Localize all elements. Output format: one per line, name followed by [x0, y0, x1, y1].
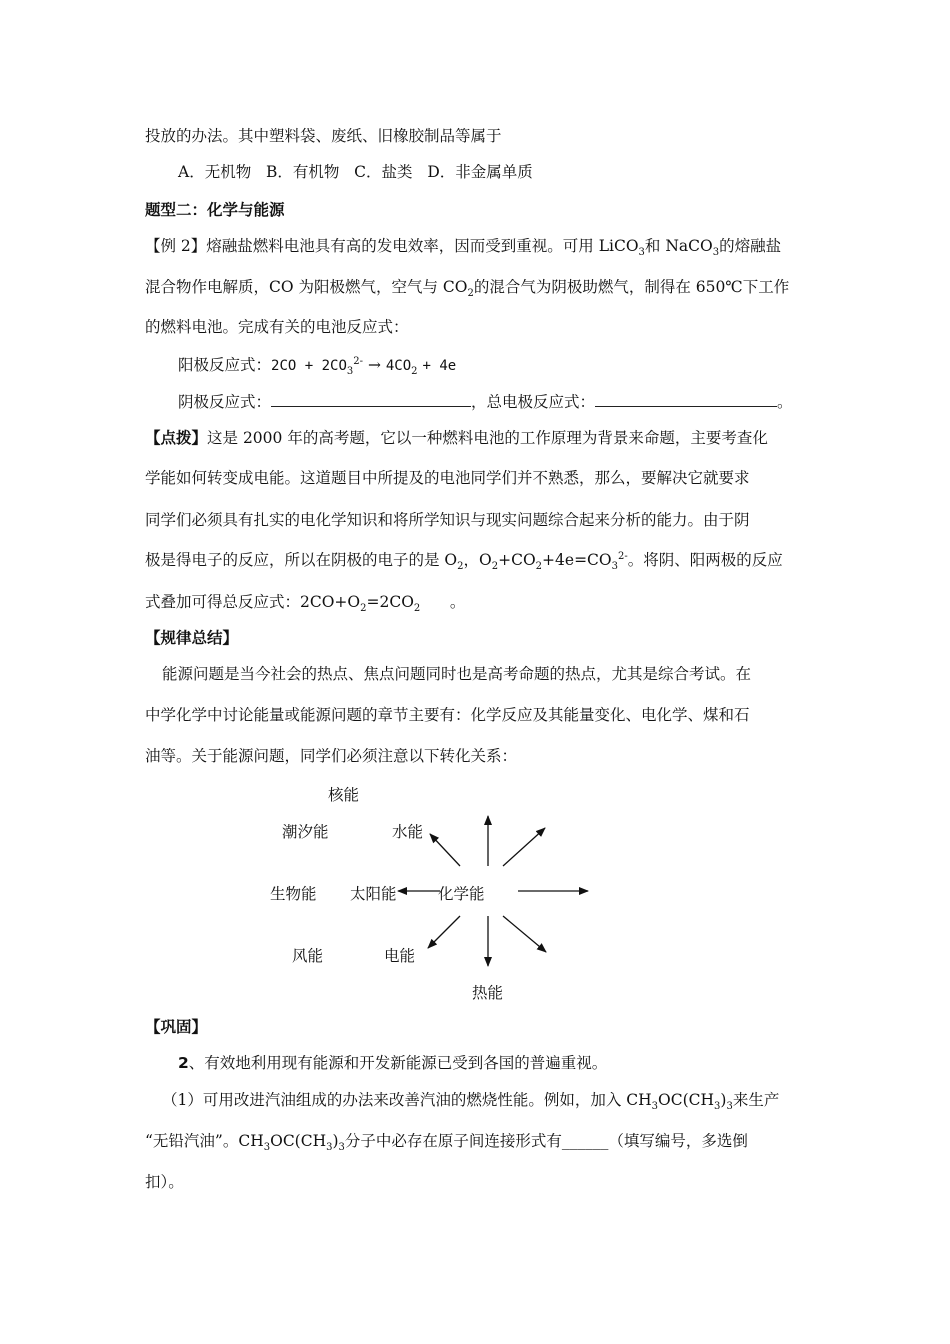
subscript: 3 — [714, 1101, 721, 1113]
question-2-part-3: 扣）。 — [145, 1173, 184, 1191]
node-wind: 风能 — [292, 947, 324, 965]
hint-line-2: 学能如何转变成电能。这道题目中所提及的电池同学们并不熟悉，那么，要解决它就要求 — [145, 469, 750, 487]
question-2 — [178, 1053, 607, 1073]
consolidate-title: 【巩固】 — [145, 1018, 208, 1036]
hint-text: =2CO — [366, 593, 414, 611]
example-line-3: 的燃料电池。完成有关的电池反应式： — [145, 318, 409, 336]
equation-part: 4CO — [385, 358, 412, 374]
hint-text: 。 — [449, 593, 466, 611]
section-title: 题型二：化学与能源 — [145, 201, 285, 219]
node-chemical: 化学能 — [438, 885, 485, 903]
node-tidal: 潮汐能 — [282, 823, 329, 841]
node-hydro: 水能 — [392, 823, 424, 841]
summary-line-1: 能源问题是当今社会的热点、焦点问题同时也是高考命题的热点，尤其是综合考试。在 — [162, 665, 752, 683]
question-text: （1）可用改进汽油组成的办法来改善汽油的燃烧性能。例如，加入 CH — [162, 1091, 652, 1109]
arrow-down-right — [503, 916, 546, 952]
summary-line-3: 油等。关于能源问题，同学们必须注意以下转化关系： — [145, 747, 518, 765]
example-text: 的混合气为阴极助燃气，制得在 650℃下工作 — [473, 278, 790, 296]
node-thermal: 热能 — [472, 984, 504, 1002]
option-a: A．无机物 — [178, 163, 252, 181]
cathode-label: 阴极反应式： — [178, 393, 272, 411]
node-solar: 太阳能 — [350, 885, 397, 903]
question-text: 、有效地利用现有能源和开发新能源已受到各国的普遍重视。 — [188, 1054, 608, 1072]
subscript: 3 — [638, 247, 645, 259]
period: 。 — [777, 393, 793, 411]
subscript: 2 — [491, 561, 499, 573]
anode-label: 阳极反应式： — [178, 356, 272, 374]
total-label: ，总电极反应式： — [471, 393, 596, 411]
subscript: 2 — [535, 561, 543, 573]
question-text: ) — [332, 1132, 339, 1150]
hint-text: +4e=CO — [542, 551, 612, 569]
subscript: 3 — [712, 247, 720, 259]
arrow-up-right — [503, 828, 545, 866]
summary-title: 【规律总结】 — [145, 629, 239, 647]
option-d: D．非金属单质 — [427, 163, 533, 181]
subscript: 2 — [411, 366, 418, 378]
hint-text: 这是 2000 年的高考题，它以一种燃料电池的工作原理为背景来命题，主要考查化 — [207, 429, 768, 447]
subscript: 3 — [263, 1142, 271, 1154]
example-text: 混合物作电解质，CO 为阳极燃气，空气与 CO — [145, 278, 468, 296]
subscript: 2 — [360, 603, 367, 615]
arrow-down-left — [428, 916, 460, 948]
subscript: 3 — [611, 561, 618, 573]
question-text: OC(CH — [658, 1091, 715, 1109]
subscript: 3 — [346, 366, 354, 378]
equation-part: + 4e — [422, 358, 457, 374]
hint-line-3: 同学们必须具有扎实的电化学知识和将所学知识与现实问题综合起来分析的能力。由于阴 — [145, 511, 750, 529]
subscript: 3 — [726, 1101, 733, 1113]
question-2-part-1 — [162, 1090, 780, 1113]
example-text: 的熔融盐 — [719, 237, 782, 255]
hint-text: ，O — [463, 551, 492, 569]
subscript: 2 — [457, 561, 464, 573]
example-tag: 【例 2】 — [145, 237, 207, 255]
option-c: C．盐类 — [354, 163, 413, 181]
question-2-part-2 — [145, 1131, 748, 1154]
hint-text: 极是得电子的反应，所以在阴极的电子的是 O — [145, 551, 458, 569]
subscript: 3 — [326, 1142, 333, 1154]
node-nuclear: 核能 — [328, 786, 360, 804]
hint-text: 式叠加可得总反应式：2CO+O — [145, 593, 361, 611]
subscript: 2 — [467, 288, 474, 300]
hint-text: 。将阴、阳两极的反应 — [627, 551, 783, 569]
question-text: 来生产 — [732, 1091, 780, 1109]
example-text: 熔融盐燃料电池具有高的发电效率，因而受到重视。可用 LiCO — [206, 237, 639, 255]
subscript: 2 — [413, 603, 421, 615]
superscript: 2- — [618, 550, 628, 562]
subscript: 3 — [651, 1101, 659, 1113]
question-number: 2 — [178, 1054, 189, 1072]
arrow-up-left — [430, 834, 460, 866]
reaction-arrow: → — [367, 356, 381, 374]
hint-text: +CO — [498, 551, 536, 569]
question-text: OC(CH — [270, 1132, 327, 1150]
intro-line: 投放的办法。其中塑料袋、废纸、旧橡胶制品等属于 — [145, 127, 502, 145]
option-b: B．有机物 — [265, 163, 340, 181]
subscript: 3 — [338, 1142, 345, 1154]
equation-part: 2CO + 2CO — [271, 358, 347, 374]
question-text: 分子中必存在原子间连接形式有______（填写编号，多选倒 — [344, 1132, 748, 1150]
hint-tag: 【点拨】 — [145, 429, 208, 447]
question-text: “无铅汽油”。CH — [145, 1132, 264, 1150]
question-text: ) — [720, 1091, 727, 1109]
summary-line-2: 中学化学中讨论能量或能源问题的章节主要有：化学反应及其能量变化、电化学、煤和石 — [145, 706, 750, 724]
example-text: 和 NaCO — [644, 237, 713, 255]
node-biomass: 生物能 — [270, 885, 317, 903]
node-electric: 电能 — [384, 947, 416, 965]
superscript: 2- — [353, 355, 363, 367]
